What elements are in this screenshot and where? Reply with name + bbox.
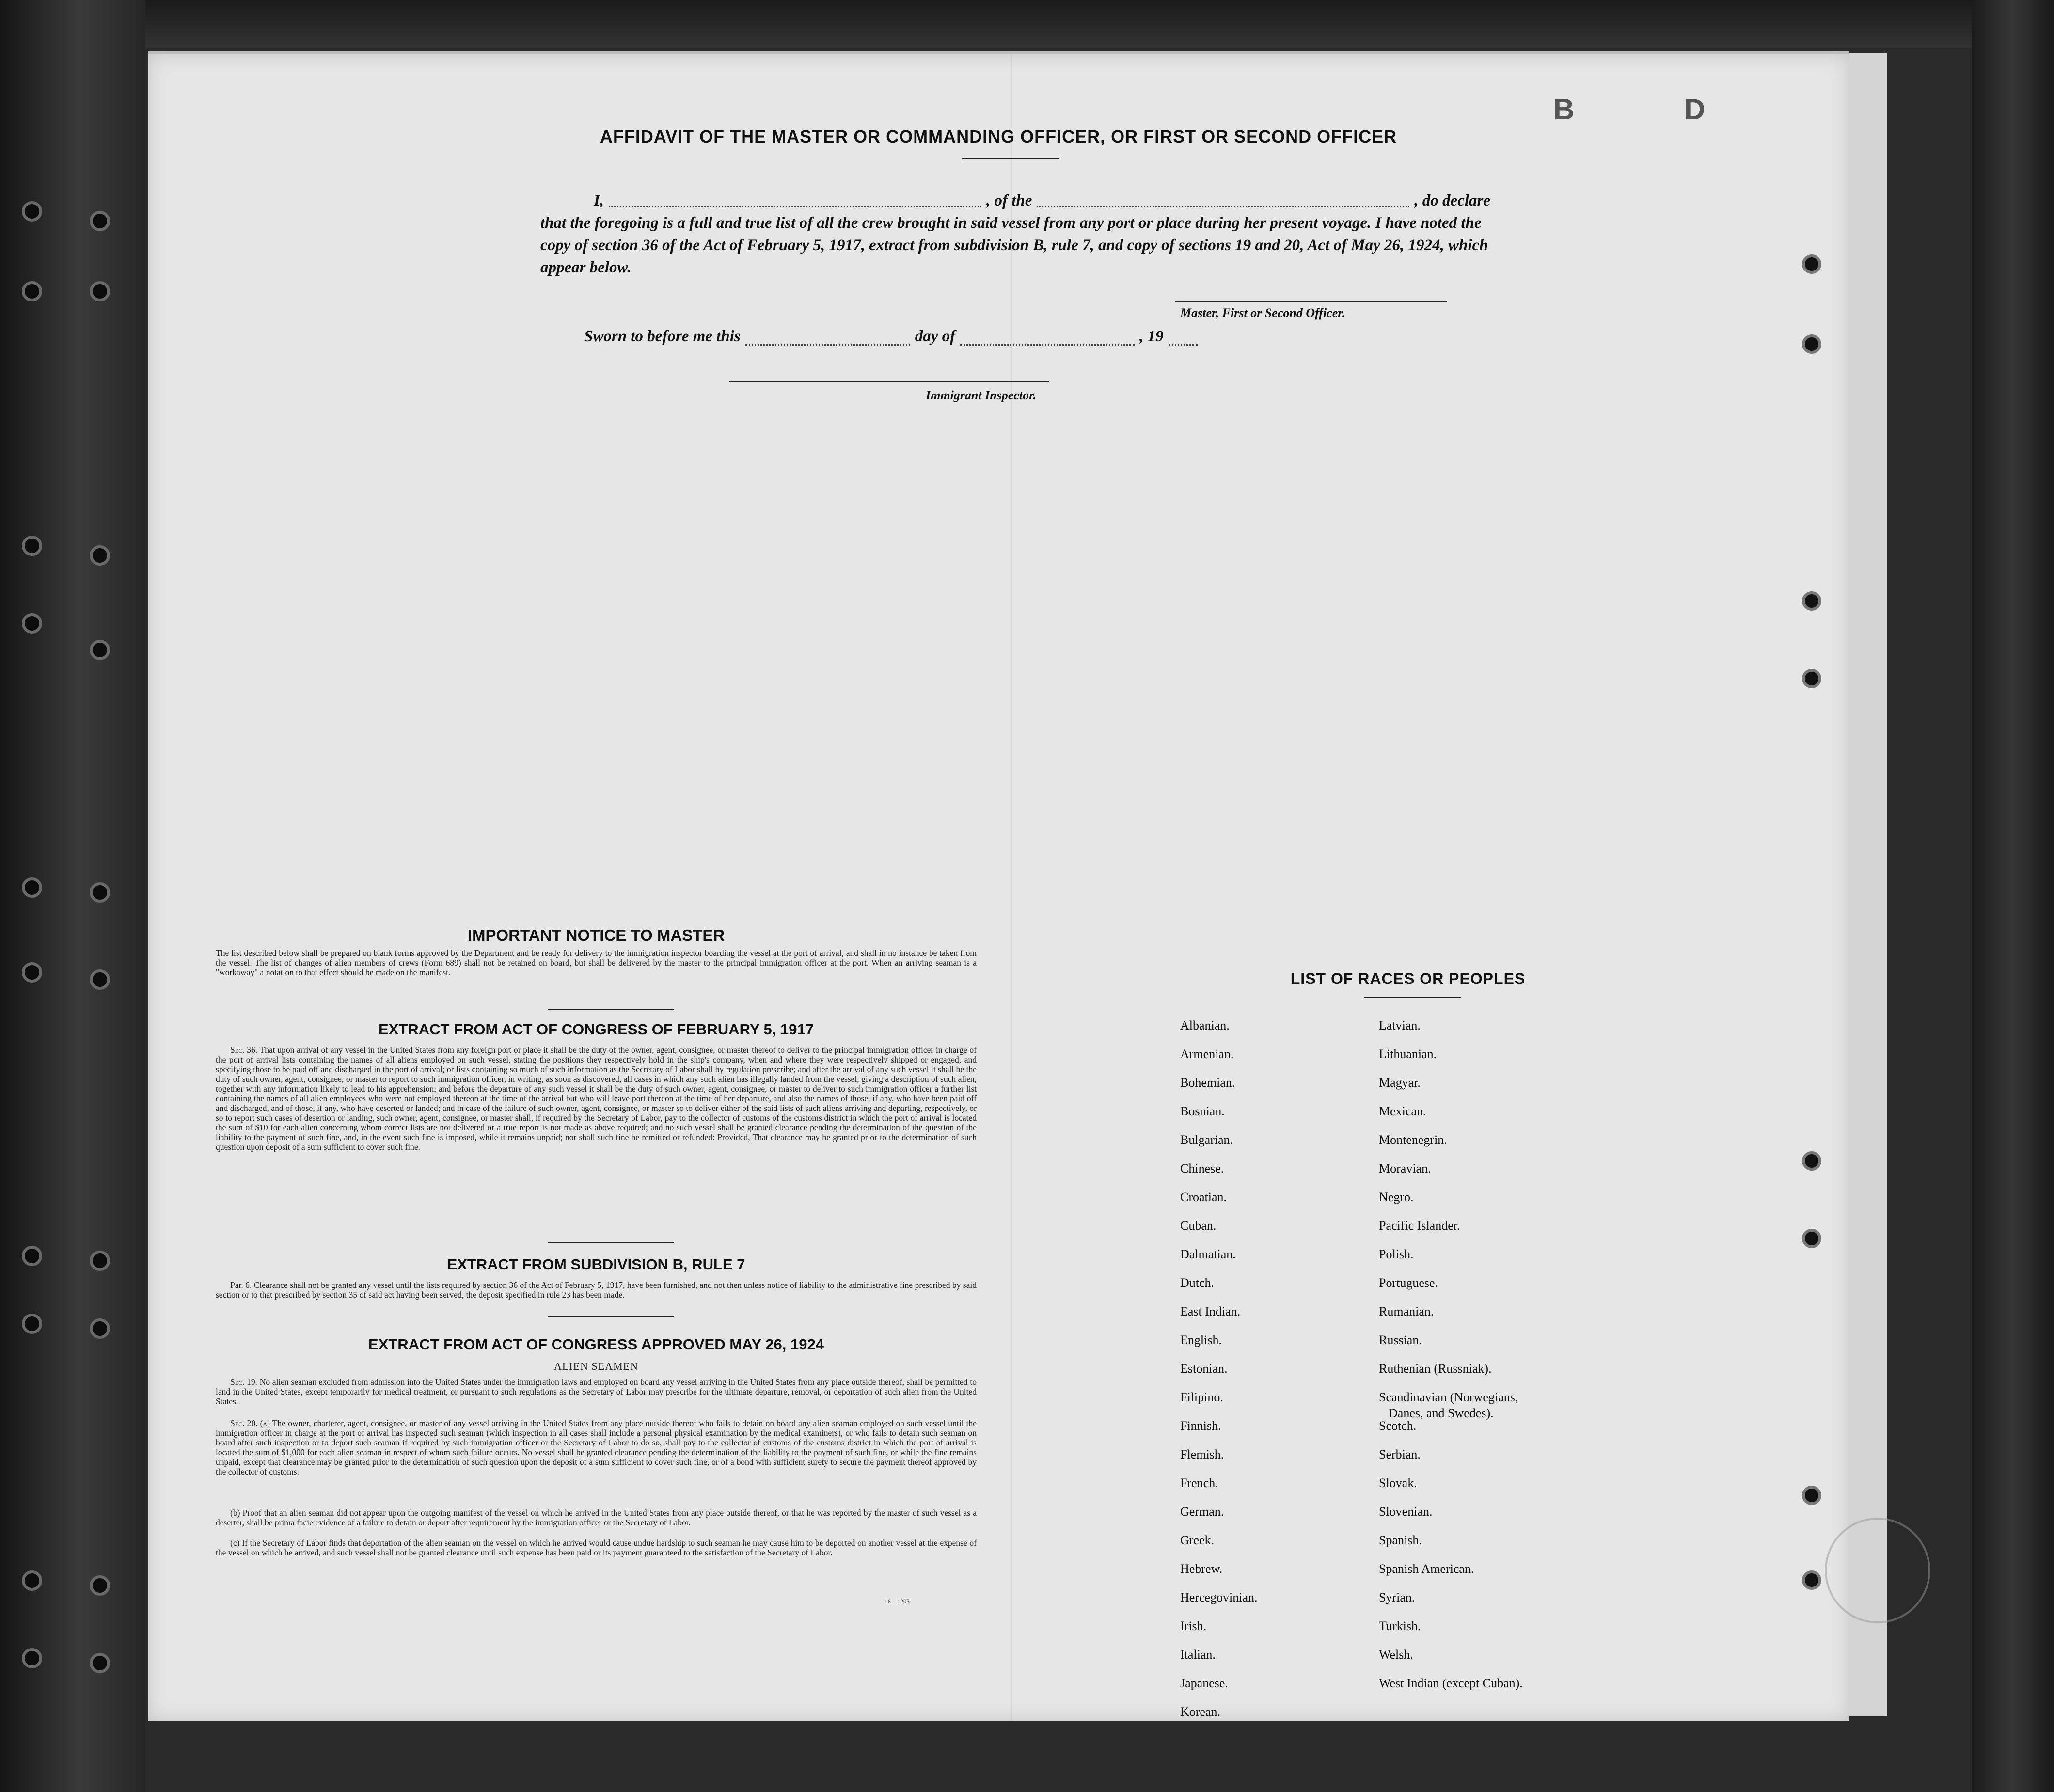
act-1924-subtitle: ALIEN SEAMEN: [554, 1360, 638, 1372]
sworn-line: [584, 328, 1408, 346]
act-1924-sec-20-body: The owner, charterer, agent, consignee, or master of any vessel arriving in the United States from any place outside thereof who fails to detain on board any alien seaman employed on such vessel until the immigration officer in charge at the port of arrival has inspected such seaman (which inspection in all cases shall include a personal physical examination by the medical examiners), or who fails to detain such seaman on board after such inspection or to deport such seaman if required by such immigration officer or the Secretary of Labor to do so, shall pay to the collector of customs of the customs district in which the port of arrival is located the sum of $1,000 for each alien seaman in respect of whom such failure occurs. No vessel shall be granted clearance pending the determination of the liability to the payment of such fine, or while the fine remains unpaid, except that clearance may be granted prior to the determination of such question upon the deposit of a sum sufficient to cover such fine, or of a bond with sufficient surety to secure the payment thereof approved by the collector of customs.: [216, 1418, 977, 1476]
binder-hole: [22, 1648, 42, 1668]
race-item: Polish.: [1379, 1247, 1414, 1261]
inspector-signature-label: Immigrant Inspector.: [926, 388, 1037, 402]
sworn-day-of: day of: [915, 328, 956, 345]
races-title-rule: [1364, 997, 1461, 998]
binder-hole: [1802, 669, 1821, 688]
binder-hole: [90, 281, 110, 301]
binder-hole: [1802, 254, 1821, 274]
act-1917-section: Sec. 36.: [230, 1045, 258, 1055]
race-item: Turkish.: [1379, 1619, 1421, 1633]
page-fold: [1011, 54, 1012, 1721]
race-item: Slovak.: [1379, 1476, 1417, 1490]
affidavit-body: that the foregoing is a full and true list of all the crew brought in said vessel from any port or place during her present voyage. I have noted the copy of section 36 of the Act of February 5, 1917, extract from subdivision B, rule 7, and copy of sections 19 and 20, Act of May 26, 1924, which appear below.: [540, 214, 1488, 276]
sworn-prefix: Sworn to before me this: [584, 328, 741, 345]
rule-7-par: Par. 6.: [230, 1280, 252, 1290]
affidavit-do-declare: , do declare: [1414, 192, 1490, 209]
race-item: Bosnian.: [1180, 1104, 1225, 1118]
notice-title: IMPORTANT NOTICE TO MASTER: [467, 926, 725, 944]
binder-hole: [1802, 591, 1821, 611]
race-item: Bulgarian.: [1180, 1133, 1233, 1147]
race-item: Finnish.: [1180, 1419, 1221, 1433]
manifest-page: [148, 51, 1849, 1721]
affidavit-of-the: , of the: [986, 192, 1032, 209]
binder-hole: [22, 1570, 42, 1591]
act-1924-sec-19-label: Sec. 19.: [230, 1377, 258, 1387]
affidavit-text: [540, 190, 1490, 279]
race-item: Moravian.: [1379, 1161, 1431, 1175]
act-1924-title: EXTRACT FROM ACT OF CONGRESS APPROVED MAY 26, 1924: [368, 1336, 824, 1353]
binder-hole: [1802, 1570, 1821, 1590]
binder-hole: [90, 1653, 110, 1673]
act-1924-sec-20-c: (c) If the Secretary of Labor finds that deportation of the alien seaman on the vessel on which he arrived would cause undue hardship to such seaman he may cause him to be deported on another vessel at the expense of the vessel on which he arrived, and such vessel shall not be granted clearance until such expense has been paid or its payment guaranteed to the satisfaction of the Secretary of Labor.: [216, 1538, 977, 1557]
act-1924-sec-19-body: No alien seaman excluded from admission into the United States under the immigration laws and employed on board any vessel arriving in the United States from any place outside thereof, shall be permitted to land in the United States, except temporarily for medical treatment, or pursuant to such regulations as the Secretary of Labor may prescribe for the ultimate departure, removal, or deportation of such alien from the United States.: [216, 1377, 977, 1406]
margin-mark-right: D: [1684, 93, 1706, 126]
race-item: Spanish American.: [1379, 1562, 1474, 1576]
race-item: Lithuanian.: [1379, 1047, 1437, 1061]
race-item: Welsh.: [1379, 1648, 1413, 1662]
rule-7-body: Clearance shall not be granted any vessel until the lists required by section 36 of the Act of February 5, 1917, have been furnished, and not then unless notice of liability to the administrative fine prescribed by said section or to that prescribed by section 35 of said act having been served, the deposit specified in rule 23 has been made.: [216, 1280, 977, 1300]
race-item: Rumanian.: [1379, 1304, 1434, 1318]
binder-hole: [90, 640, 110, 660]
binder-hole: [22, 1246, 42, 1266]
notice-text: The list described below shall be prepared on blank forms approved by the Department and be ready for delivery to the immigration inspector boarding the vessel at the port of arrival, and shall in no instance be taken from the vessel. The list of changes of alien members of crews (Form 689) shall not be retained on board, but shall be delivered by the master to the principal immigration officer at the port. When an arriving seaman is a "workaway" a notation to that effect should be made on the manifest.: [216, 948, 977, 977]
binder-hole: [1802, 1151, 1821, 1171]
sworn-year-blank[interactable]: [1169, 330, 1198, 346]
race-item: Serbian.: [1379, 1447, 1421, 1461]
binder-hole: [22, 962, 42, 983]
race-item: East Indian.: [1180, 1304, 1241, 1318]
affidavit-title: AFFIDAVIT OF THE MASTER OR COMMANDING OFFICER, OR FIRST OR SECOND OFFICER: [600, 127, 1397, 146]
race-item: Portuguese.: [1379, 1276, 1438, 1290]
binder-hole: [1802, 1229, 1821, 1248]
race-item: Hebrew.: [1180, 1562, 1223, 1576]
race-item: Croatian.: [1180, 1190, 1227, 1204]
race-item: Korean.: [1180, 1705, 1221, 1719]
act-1924-sec-20-b: (b) Proof that an alien seaman did not appear upon the outgoing manifest of the vessel on which he arrived in the United States from any place outside thereof, or that he was reported by the master of such vessel as a deserter, shall be prima facie evidence of a failure to detain or deport after requirement by the immigration officer or the Secretary of Labor.: [216, 1508, 977, 1527]
sworn-month-blank[interactable]: [960, 330, 1135, 346]
race-item: Greek.: [1180, 1533, 1215, 1547]
binder-hole: [22, 877, 42, 898]
affidavit-declaration-line: [540, 190, 1490, 212]
binder-hole: [90, 882, 110, 903]
faint-circular-stamp: [1825, 1518, 1930, 1623]
race-item: Italian.: [1180, 1648, 1216, 1662]
race-item: Scotch.: [1379, 1419, 1417, 1433]
binder-top-edge: [0, 0, 2054, 48]
act-1917-text: [216, 1045, 977, 1152]
sworn-year: , 19: [1139, 328, 1164, 345]
binder-hole: [90, 1575, 110, 1596]
race-item: Russian.: [1379, 1333, 1422, 1347]
form-number: 16—1203: [885, 1598, 910, 1605]
race-item: Estonian.: [1180, 1362, 1228, 1376]
race-item: Albanian.: [1180, 1018, 1230, 1032]
race-item: Flemish.: [1180, 1447, 1224, 1461]
margin-mark-left: B: [1553, 93, 1575, 126]
binder-hole: [22, 281, 42, 301]
race-item: West Indian (except Cuban).: [1379, 1676, 1523, 1690]
race-item: Spanish.: [1379, 1533, 1422, 1547]
inspector-signature-line: [729, 381, 1049, 382]
rule-7-rule: [548, 1316, 674, 1317]
race-item: Scandinavian (Norwegians,: [1379, 1390, 1518, 1404]
sworn-day-blank[interactable]: [745, 330, 910, 346]
race-item: Japanese.: [1180, 1676, 1228, 1690]
binder-hole: [22, 536, 42, 556]
race-item: Armenian.: [1180, 1047, 1234, 1061]
race-item: English.: [1180, 1333, 1222, 1347]
position-blank[interactable]: [1037, 190, 1409, 207]
binder-hole: [90, 1318, 110, 1339]
race-item: Dutch.: [1180, 1276, 1215, 1290]
act-1917-rule: [548, 1242, 674, 1243]
act-1917-body: That upon arrival of any vessel in the United States from any foreign port or place it shall be the duty of the owner, agent, consignee, or master thereof to deliver to the principal immigration officer in charge of the port of arrival lists containing the names of all aliens employed on such vessel, stating the positions they respectively hold in the ship's company, when and where they were respectively shipped or engaged, and specifying those to be paid off and discharged in the port of arrival; or lists containing so much of such information as the Secretary of Labor shall by regulation prescribe; and after the arrival of any such vessel it shall be the duty of such owner, agent, consignee, or master to report to such immigration officer, in writing, as soon as discovered, all cases in which any such alien has illegally landed from the vessel, giving a description of such alien, together with any information likely to lead to his apprehension; and before the departure of any such vessel it shall be the duty of such owner, agent, consignee, or master to deliver to such immigration officer a further list containing the names of all alien employees who were not employed thereon at the time of the arrival but who will leave port thereon at the time of her departure, and also the names of those, if any, who have been paid off and discharged, and of those, if any, who have deserted or landed; and in case of the failure of such owner, agent, consignee, or master so to deliver either of the said lists of such aliens arriving and departing, respectively, or so to report such cases of desertion or landing, such owner, agent, consignee, or master shall, if required by the Secretary of Labor, pay to the collector of customs of the customs district in which the port of arrival is located the sum of $10 for each alien concerning whom correct lists are not delivered or a true report is not made as above required; and no such vessel shall be granted clearance pending the determination of the question of the liability to the payment of such fine, and, in the event such fine is imposed, while it remains unpaid; nor shall such fine be remitted or refunded: Provided, That clearance may be granted prior to the determination of such question upon deposit of a sum sufficient to cover such fine.: [216, 1045, 977, 1152]
act-1924-sec-19: [216, 1377, 977, 1406]
race-item: Negro.: [1379, 1190, 1414, 1204]
races-title: LIST OF RACES OR PEOPLES: [1290, 970, 1526, 987]
race-item: Pacific Islander.: [1379, 1219, 1460, 1233]
race-item: German.: [1180, 1505, 1224, 1519]
race-item: Syrian.: [1379, 1590, 1415, 1604]
binder-hole: [1802, 1486, 1821, 1505]
act-1924-sec-20-label: Sec. 20. (a): [230, 1418, 270, 1428]
master-signature-label: Master, First or Second Officer.: [1180, 306, 1345, 320]
race-item: Slovenian.: [1379, 1505, 1433, 1519]
binder-hole: [1802, 334, 1821, 354]
binder-hole: [90, 545, 110, 566]
act-1917-title: EXTRACT FROM ACT OF CONGRESS OF FEBRUARY 5, 1917: [379, 1021, 814, 1038]
binder-hole: [90, 969, 110, 990]
race-item: Latvian.: [1379, 1018, 1421, 1032]
binder-hole: [22, 1314, 42, 1334]
race-item: Irish.: [1180, 1619, 1207, 1633]
race-item: Montenegrin.: [1379, 1133, 1447, 1147]
race-item: Mexican.: [1379, 1104, 1426, 1118]
affidavit-i: I,: [594, 192, 604, 209]
notice-rule: [548, 1009, 674, 1010]
binder-hole: [22, 201, 42, 222]
race-item: Filipino.: [1180, 1390, 1223, 1404]
race-item: Chinese.: [1180, 1161, 1224, 1175]
rule-7-text: [216, 1280, 977, 1300]
race-item: Ruthenian (Russniak).: [1379, 1362, 1492, 1376]
race-item: Danes, and Swedes).: [1389, 1406, 1494, 1420]
binder-hole: [22, 613, 42, 634]
race-item: Hercegovinian.: [1180, 1590, 1258, 1604]
race-item: Cuban.: [1180, 1219, 1217, 1233]
binder-hole: [90, 1251, 110, 1271]
race-item: Dalmatian.: [1180, 1247, 1236, 1261]
affidavit-title-rule: [962, 158, 1059, 159]
race-item: Bohemian.: [1180, 1076, 1235, 1090]
race-item: French.: [1180, 1476, 1218, 1490]
binder-hole: [90, 211, 110, 231]
name-blank[interactable]: [609, 190, 981, 207]
rule-7-title: EXTRACT FROM SUBDIVISION B, RULE 7: [447, 1256, 745, 1273]
master-signature-line: [1175, 301, 1447, 302]
act-1924-sec-20: [216, 1418, 977, 1476]
binder-right-edge: [1972, 0, 2054, 1792]
binder-left-edge: [0, 0, 145, 1792]
race-item: Magyar.: [1379, 1076, 1421, 1090]
